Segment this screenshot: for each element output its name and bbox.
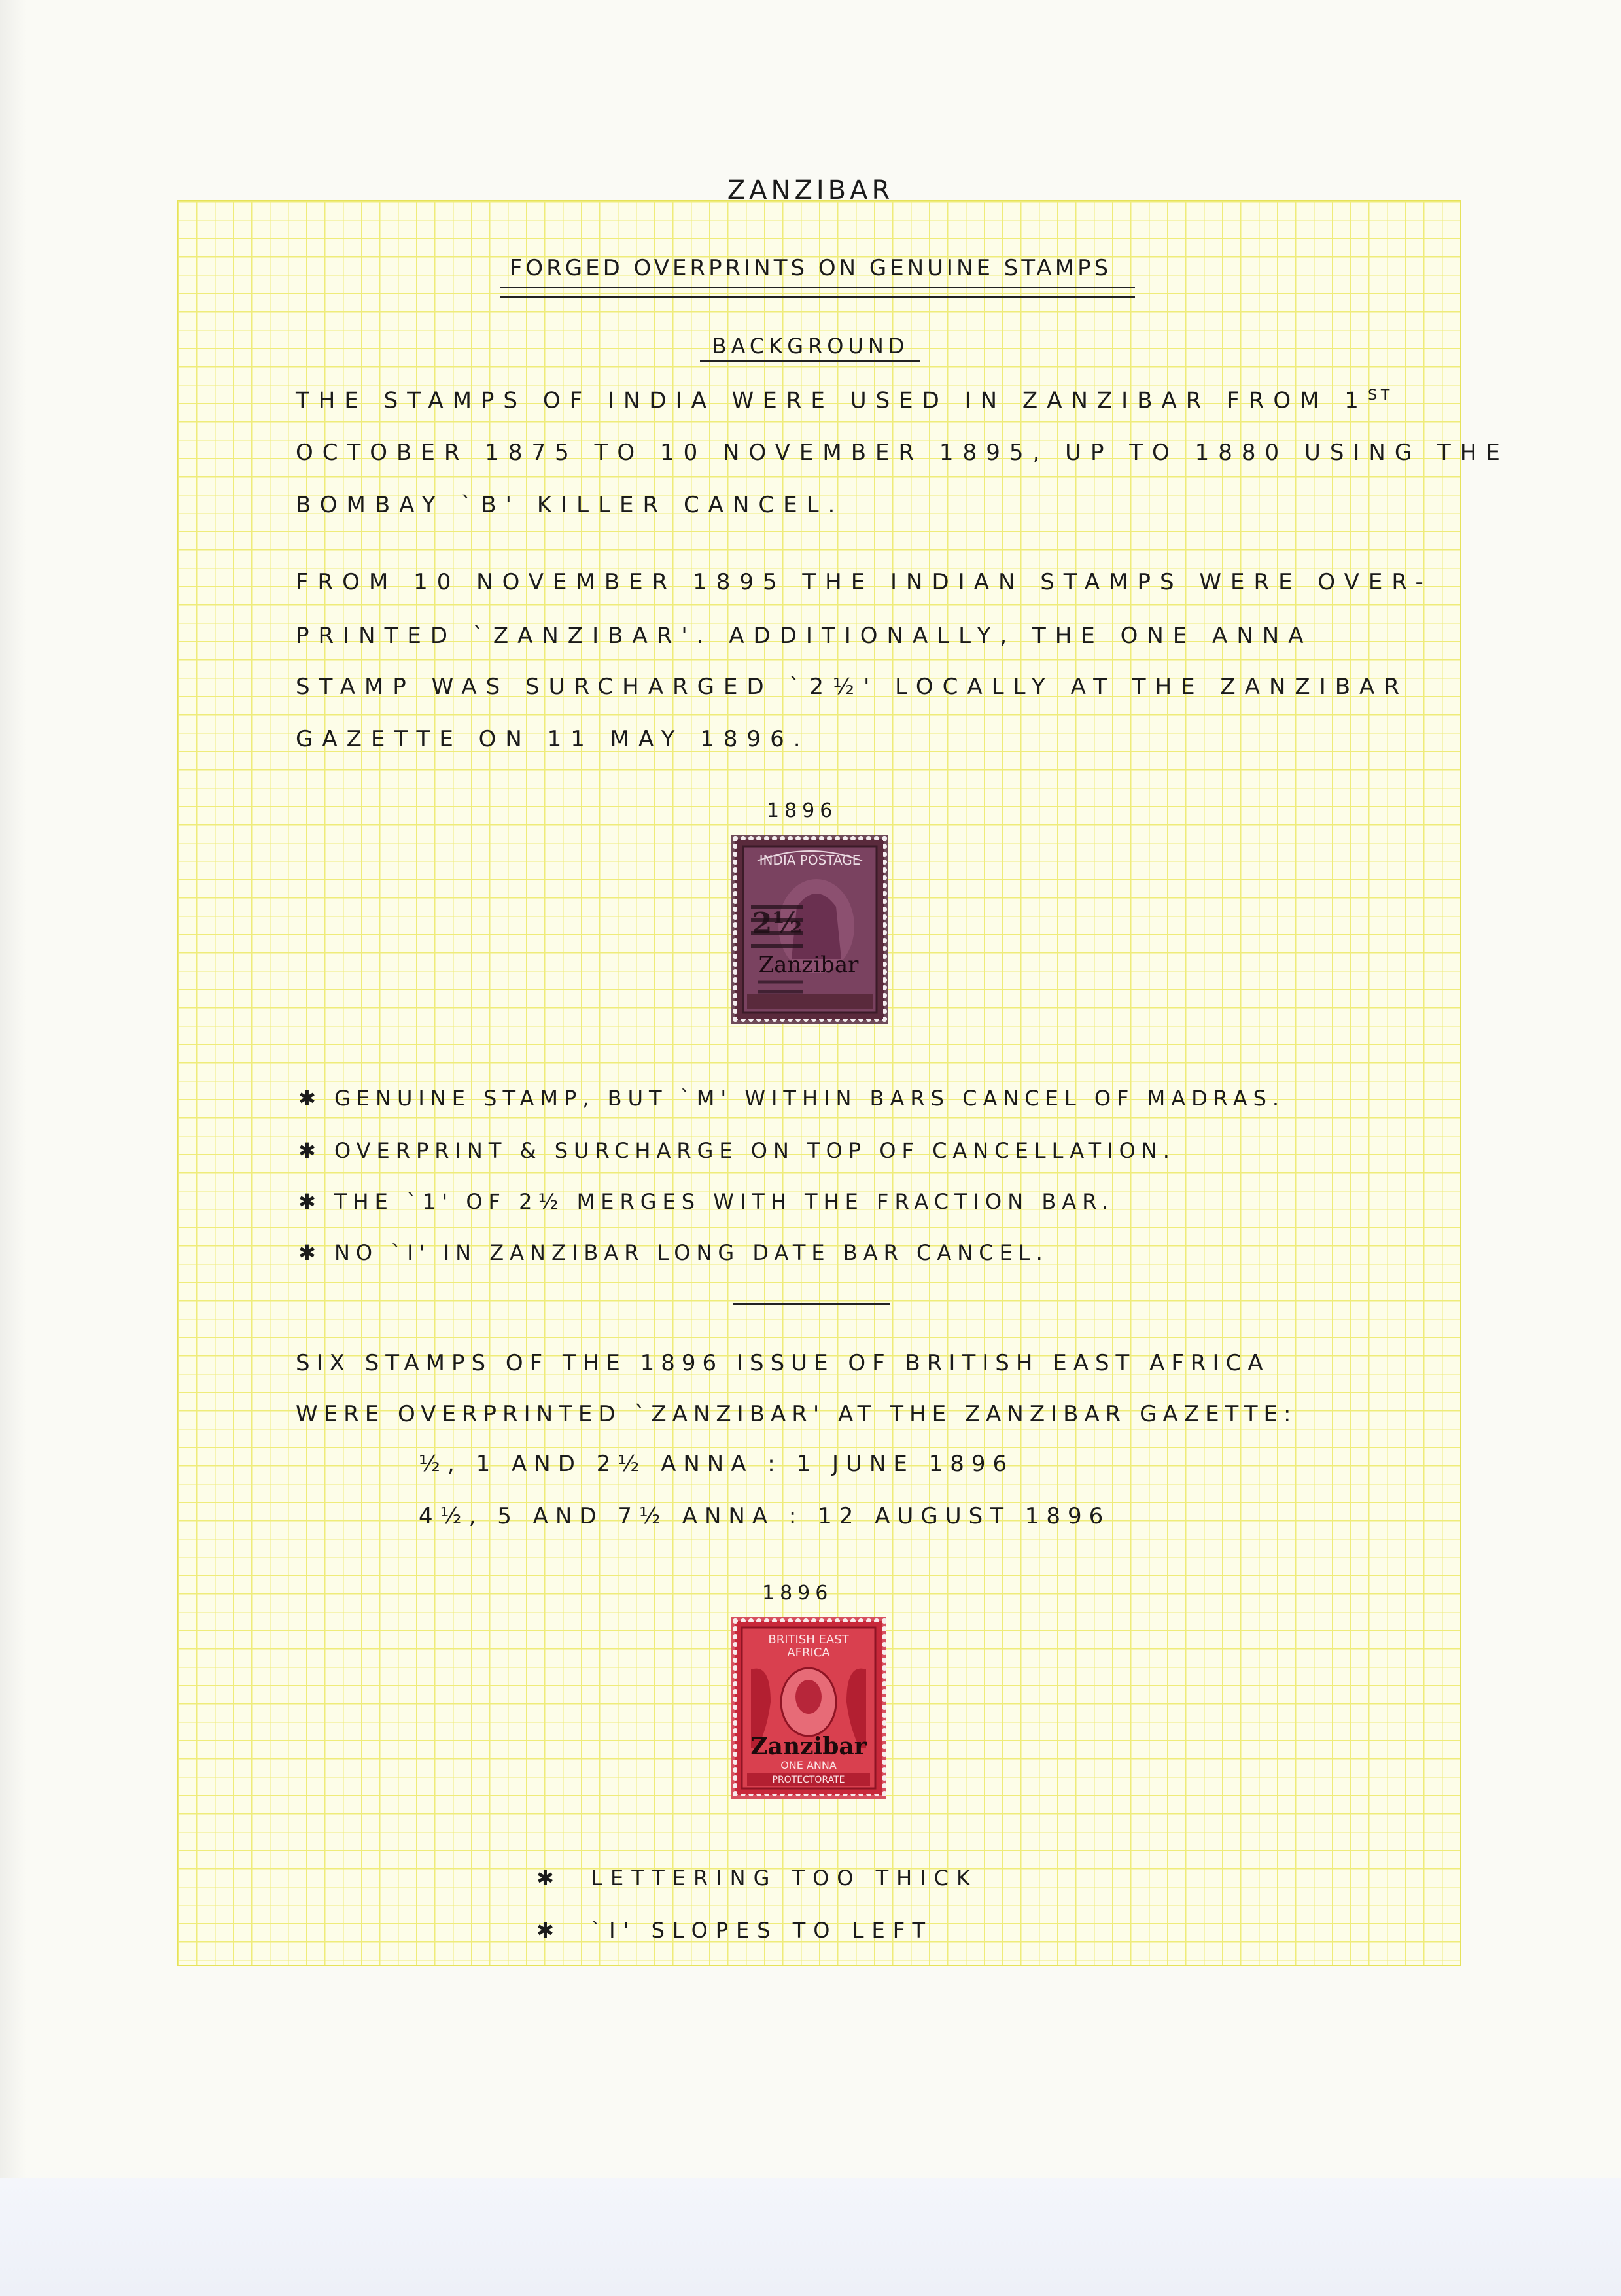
svg-text:BRITISH EAST: BRITISH EAST (768, 1633, 849, 1646)
background-line: FROM 10 NOVEMBER 1895 THE INDIAN STAMPS WERE OVER- (296, 569, 1433, 595)
bea-line: WERE OVERPRINTED `ZANZIBAR' AT THE ZANZIBAR GAZETTE: (296, 1401, 1297, 1427)
note-line: ✱ LETTERING TOO THICK (536, 1866, 978, 1890)
british-east-africa-stamp-image (731, 1617, 886, 1799)
bea-line: SIX STAMPS OF THE 1896 ISSUE OF BRITISH EAST AFRICA (296, 1350, 1270, 1376)
svg-text:Zanzibar: Zanzibar (750, 1733, 867, 1760)
svg-text:PROTECTORATE: PROTECTORATE (772, 1775, 845, 1785)
heading-underline (700, 360, 920, 362)
subtitle-double-underline (500, 287, 1135, 298)
note-line: ✱ NO `I' IN ZANZIBAR LONG DATE BAR CANCEL. (298, 1240, 1049, 1265)
background-line: GAZETTE ON 11 MAY 1896. (296, 726, 810, 752)
page-edge-shadow (0, 0, 26, 2178)
background-line: BOMBAY `B' KILLER CANCEL. (296, 492, 845, 518)
note-line: ✱ OVERPRINT & SURCHARGE ON TOP OF CANCELLATION. (298, 1138, 1176, 1163)
note-line: ✱ THE `1' OF 2½ MERGES WITH THE FRACTION BAR. (298, 1189, 1115, 1214)
page-title: ZANZIBAR (727, 175, 894, 205)
background-line: PRINTED `ZANZIBAR'. ADDITIONALLY, THE ONE ANNA (296, 623, 1313, 649)
stamp-year-label: 1896 (767, 799, 838, 822)
svg-text:Zanzibar: Zanzibar (758, 952, 859, 978)
section-separator (733, 1303, 890, 1305)
note-line: ✱ `I' SLOPES TO LEFT (536, 1918, 933, 1943)
svg-text:ONE ANNA: ONE ANNA (780, 1759, 837, 1771)
svg-text:AFRICA: AFRICA (787, 1646, 830, 1660)
bea-issue-line: 4½, 5 AND 7½ ANNA : 12 AUGUST 1896 (419, 1503, 1111, 1529)
section-heading: BACKGROUND (712, 334, 909, 358)
background-line: STAMP WAS SURCHARGED `2½' LOCALLY AT THE ZANZIBAR (296, 674, 1408, 700)
svg-text:2½: 2½ (752, 907, 803, 940)
india-stamp-image (731, 835, 888, 1024)
scan-background (0, 2178, 1621, 2296)
page-subtitle: FORGED OVERPRINTS ON GENUINE STAMPS (509, 255, 1112, 281)
stamp-year-label: 1896 (762, 1582, 833, 1605)
background-line: OCTOBER 1875 TO 10 NOVEMBER 1895, UP TO 1880 USING THE (296, 440, 1509, 466)
background-line: THE STAMPS OF INDIA WERE USED IN ZANZIBAR FROM 1ST (296, 387, 1394, 414)
note-line: ✱ GENUINE STAMP, BUT `M' WITHIN BARS CANCEL OF MADRAS. (298, 1086, 1285, 1111)
svg-text:INDIA POSTAGE: INDIA POSTAGE (759, 852, 861, 868)
bea-issue-line: ½, 1 AND 2½ ANNA : 1 JUNE 1896 (419, 1451, 1015, 1477)
